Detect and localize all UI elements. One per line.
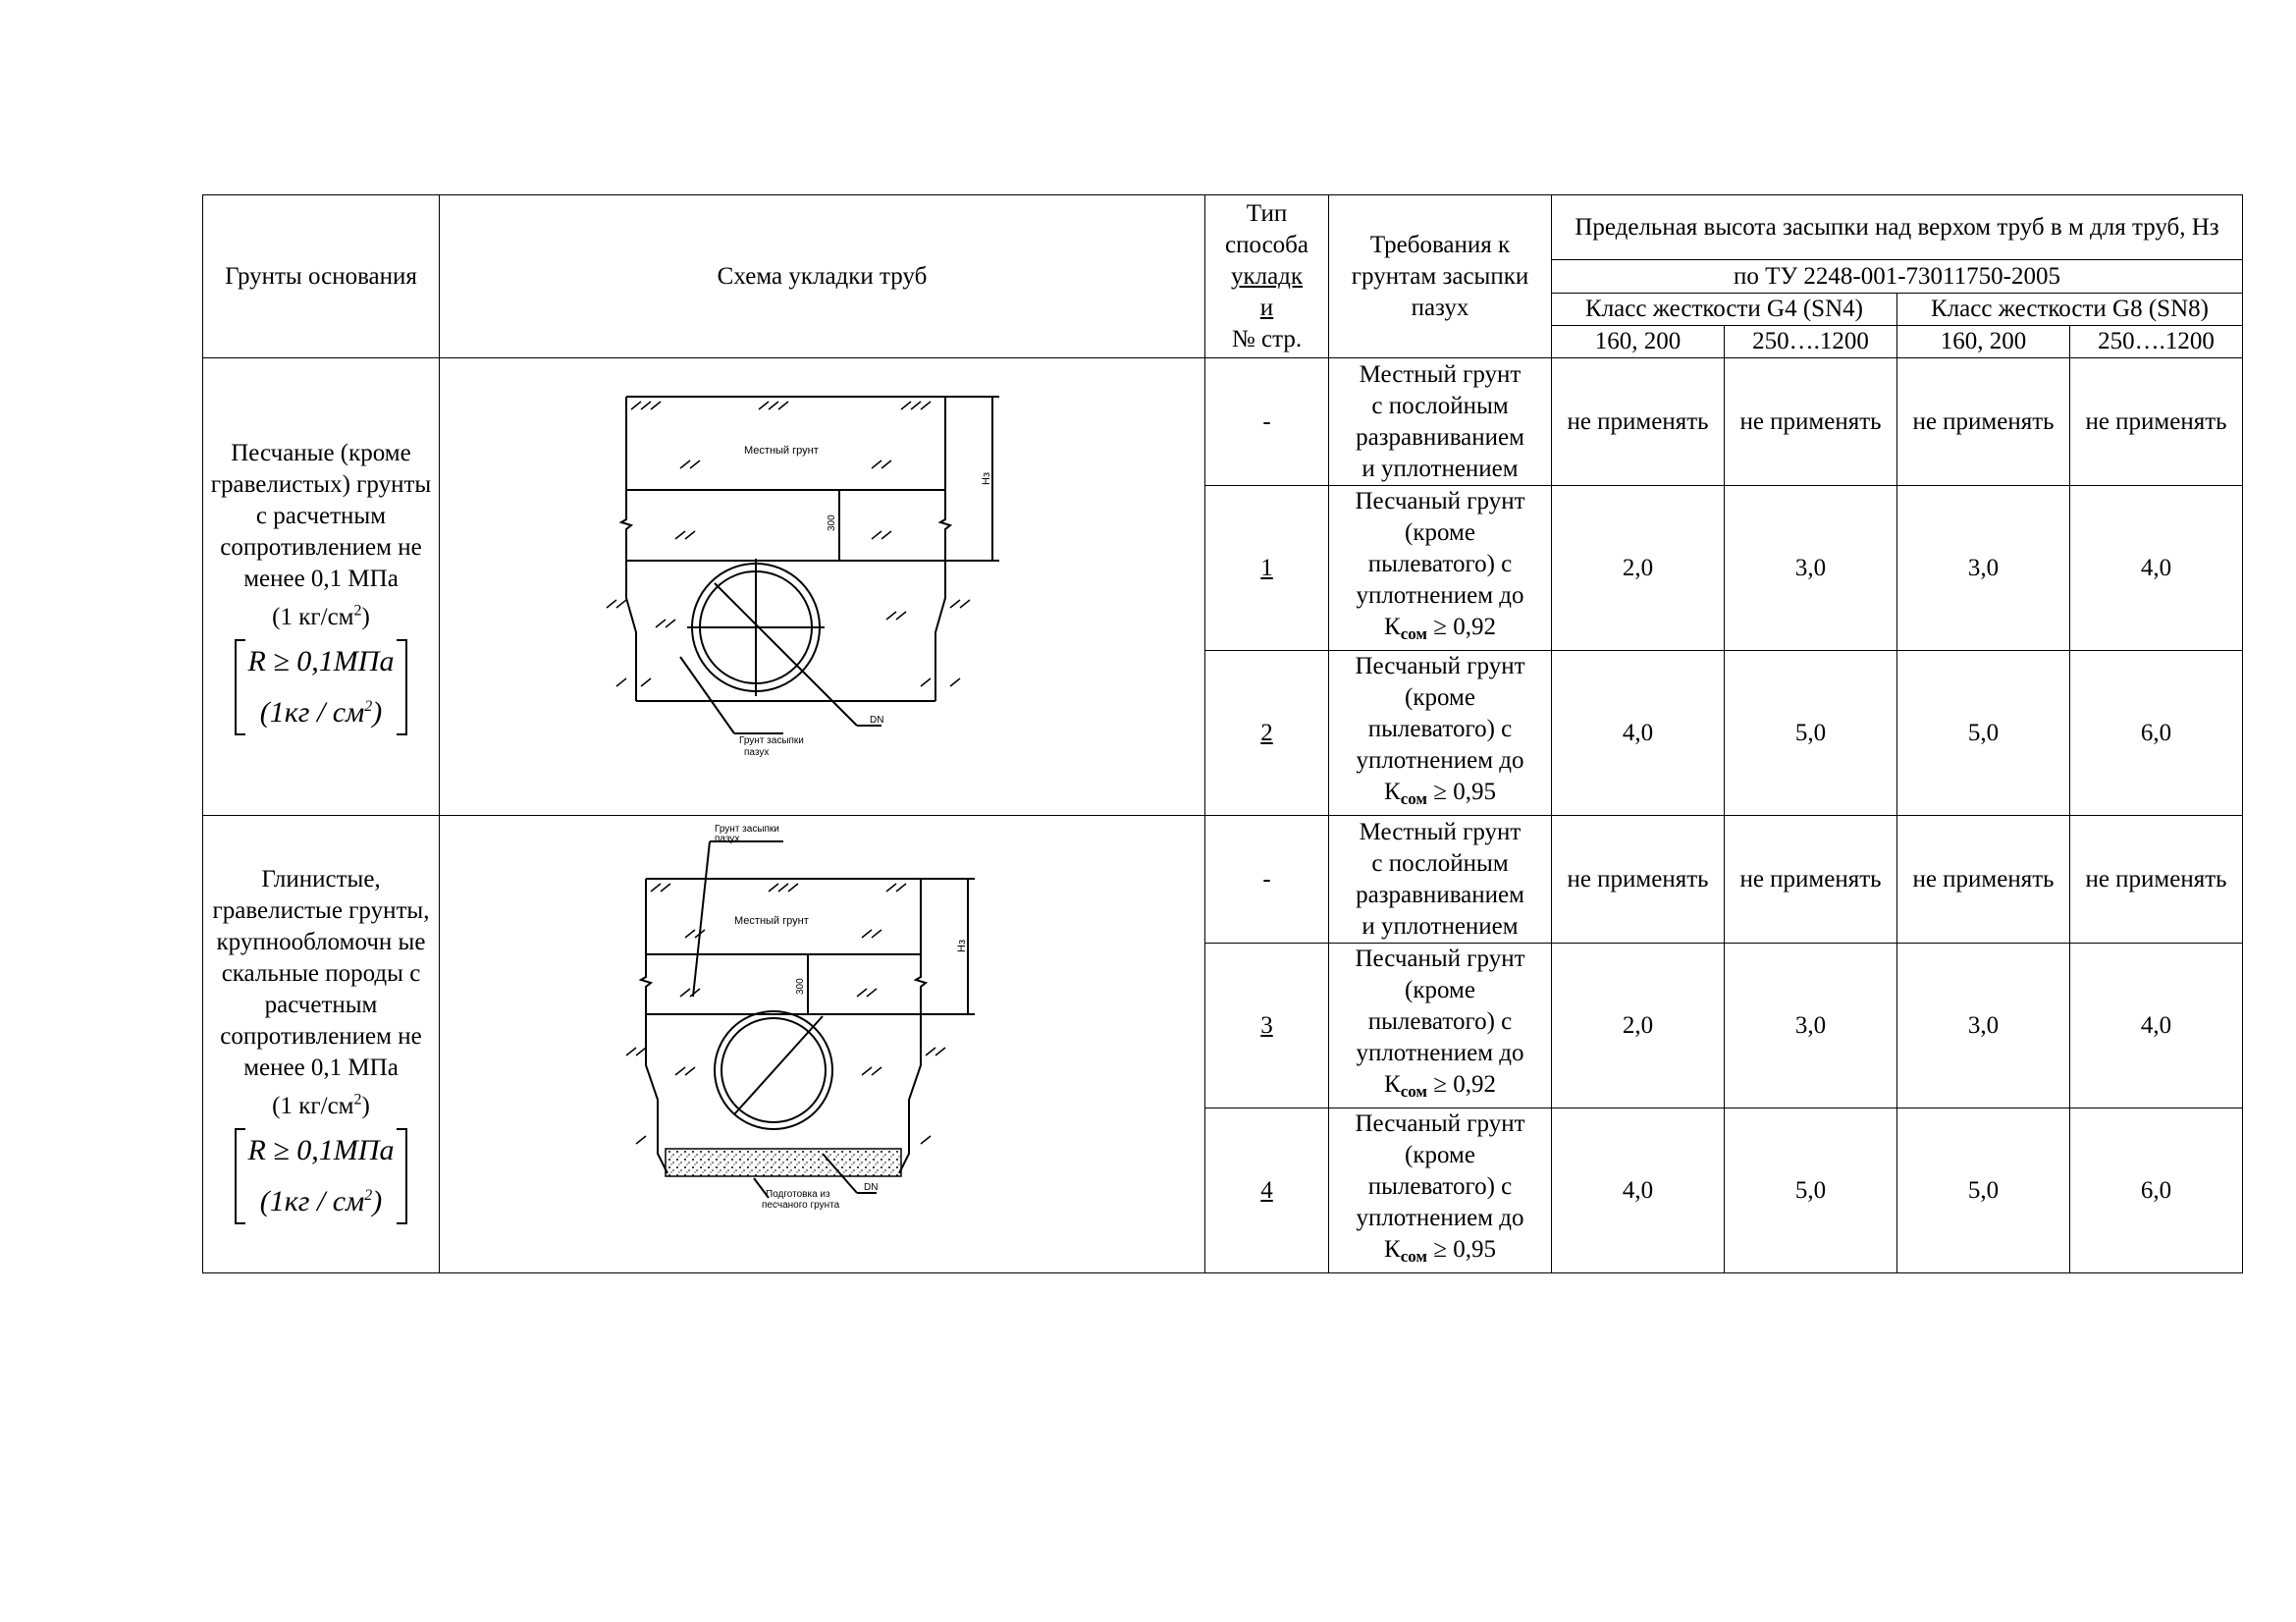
header-diameter-text: 250….1200 — [2098, 328, 2215, 354]
value: не применять — [1912, 407, 2055, 435]
bedding-label: Подготовка из — [766, 1188, 830, 1200]
k-value: ≥ 0,95 — [1433, 1236, 1496, 1263]
value-cell — [1725, 486, 1897, 651]
soil-cell — [203, 816, 440, 1273]
type-link[interactable]: 4 — [1260, 1176, 1273, 1204]
header-max-height — [1552, 195, 2243, 260]
requirement-cell — [1329, 486, 1552, 651]
requirement-coef — [1329, 612, 1551, 650]
requirement-line: пылеватого) с — [1367, 716, 1513, 742]
header-class-g8 — [1897, 294, 2243, 326]
requirement-line: Местный грунт — [1359, 818, 1522, 845]
requirement-line: пылеватого) с — [1367, 551, 1513, 577]
header-class-g4 — [1552, 294, 1897, 326]
formula-line — [248, 1173, 395, 1224]
header-diameter — [1897, 326, 2070, 358]
dn-label: DN — [870, 714, 884, 726]
k-value: ≥ 0,95 — [1433, 779, 1496, 805]
formula — [235, 639, 408, 735]
superscript: 2 — [353, 602, 362, 620]
requirement-line: и уплотнением — [1362, 455, 1519, 482]
value-cell — [1897, 944, 2070, 1108]
dim-300-label: 300 — [795, 977, 806, 995]
value: не применять — [1567, 407, 1709, 435]
dn-label: DN — [864, 1181, 879, 1193]
k-subscript: сом — [1400, 1082, 1427, 1101]
header-diameter — [1552, 326, 1725, 358]
table-row — [203, 816, 2243, 944]
type-cell — [1205, 651, 1329, 816]
requirement-cell — [1329, 358, 1552, 486]
value: 2,0 — [1622, 554, 1654, 581]
k-letter: К — [1384, 1236, 1401, 1263]
formula-line: R ≥ 0,1МПа — [247, 644, 395, 677]
header-max-height-text: Предельная высота засыпки над верхом труб в м для труб, Нз — [1575, 213, 2219, 241]
header-type-line: укладк — [1230, 262, 1304, 290]
value: 4,0 — [2140, 1011, 2172, 1039]
value-cell — [1897, 358, 2070, 486]
header-diameter — [2070, 326, 2243, 358]
requirement-line: уплотнением до — [1356, 1205, 1524, 1231]
requirement-line: уплотнением до — [1356, 1040, 1524, 1066]
value: не применять — [1912, 865, 2055, 892]
header-class-g8-text: Класс жесткости G8 (SN8) — [1931, 296, 2209, 322]
value: не применять — [1739, 865, 1882, 892]
formula-line-text: (1кг / см — [259, 1184, 365, 1217]
k-letter: К — [1384, 614, 1401, 640]
soil-description: Песчаные (кроме гравелистых) грунты с расчетным сопротивлением не менее 0,1 МПа — [210, 440, 432, 593]
header-soil-text: Грунты основания — [225, 262, 417, 290]
soil-unit — [272, 1093, 370, 1119]
soil-cell — [203, 358, 440, 816]
value-cell — [1552, 358, 1725, 486]
header-diameter-text: 160, 200 — [1594, 328, 1682, 354]
soil-unit-text: (1 кг/см — [272, 603, 354, 630]
formula-close: ) — [372, 1184, 383, 1217]
formula-line-text: (1кг / см — [259, 695, 365, 729]
header-scheme — [440, 195, 1205, 358]
fill-label: пазух — [715, 833, 740, 844]
formula-line: R ≥ 0,1МПа — [247, 1133, 395, 1166]
type-cell — [1205, 486, 1329, 651]
hz-label: Нз — [981, 471, 992, 485]
header-type-line: и — [1259, 294, 1274, 321]
requirement-line: Песчаный грунт — [1355, 653, 1525, 679]
header-type — [1205, 195, 1329, 358]
type-cell — [1205, 944, 1329, 1108]
header-tu — [1552, 260, 2243, 294]
k-value: ≥ 0,92 — [1433, 614, 1496, 640]
value-cell — [1552, 816, 1725, 944]
scheme-cell — [440, 358, 1205, 816]
header-class-g4-text: Класс жесткости G4 (SN4) — [1585, 296, 1863, 322]
header-diameter — [1725, 326, 1897, 358]
requirement-coef — [1329, 777, 1551, 815]
value-cell — [1897, 816, 2070, 944]
requirement-line: разравниванием — [1356, 881, 1524, 908]
value: 5,0 — [1967, 1176, 2000, 1204]
requirement-line: (кроме — [1405, 684, 1475, 711]
requirement-coef — [1329, 1069, 1551, 1108]
type-value: - — [1262, 407, 1271, 435]
header-requirements — [1329, 195, 1552, 358]
local-soil-label: Местный грунт — [744, 444, 819, 457]
requirement-line: пылеватого) с — [1367, 1008, 1513, 1035]
local-soil-label: Местный грунт — [734, 914, 809, 927]
k-letter: К — [1384, 1071, 1401, 1098]
header-type-line: № стр. — [1231, 325, 1303, 352]
table-row — [203, 358, 2243, 486]
value-cell — [1725, 944, 1897, 1108]
value: не применять — [2085, 865, 2227, 892]
soil-unit-close: ) — [361, 1092, 370, 1119]
requirement-line: с послойным — [1371, 392, 1509, 419]
value: 3,0 — [1967, 554, 2000, 581]
value: 2,0 — [1622, 1011, 1654, 1039]
k-letter: К — [1384, 779, 1401, 805]
hz-label: Нз — [956, 939, 968, 952]
value-cell — [1552, 651, 1725, 816]
trench-diagram-sand — [440, 362, 1205, 812]
soil-description: Глинистые, гравелистые грунты, крупнообломочн ые скальные породы с расчетным сопротивлением не менее 0,1 МПа — [212, 866, 430, 1082]
formula-close: ) — [372, 695, 383, 729]
value-cell — [1725, 816, 1897, 944]
type-link[interactable]: 1 — [1260, 554, 1273, 581]
soil-unit-close: ) — [361, 603, 370, 630]
value: не применять — [2085, 407, 2227, 435]
header-type-line: способа — [1224, 231, 1308, 258]
requirement-line: уплотнением до — [1356, 582, 1524, 609]
requirement-line: уплотнением до — [1356, 747, 1524, 774]
header-scheme-text: Схема укладки труб — [717, 262, 928, 290]
formula — [235, 1128, 408, 1224]
value-cell — [2070, 944, 2243, 1108]
value-cell — [1897, 1108, 2070, 1273]
bedding-label: песчаного грунта — [762, 1199, 840, 1211]
header-type-line: Тип — [1246, 199, 1288, 227]
scheme-cell — [440, 816, 1205, 1273]
formula-line — [248, 684, 395, 735]
value-cell — [1897, 651, 2070, 816]
requirement-line: (кроме — [1405, 977, 1475, 1003]
superscript: 2 — [364, 1186, 373, 1204]
value: 6,0 — [2140, 719, 2172, 746]
requirement-line: пылеватого) с — [1367, 1173, 1513, 1200]
value: 5,0 — [1794, 719, 1827, 746]
header-soil — [203, 195, 440, 358]
header-diameter-text: 250….1200 — [1752, 328, 1869, 354]
value-cell — [1725, 651, 1897, 816]
value: 4,0 — [2140, 554, 2172, 581]
superscript: 2 — [353, 1091, 362, 1108]
value: 5,0 — [1967, 719, 2000, 746]
value-cell — [2070, 1108, 2243, 1273]
requirement-line: (кроме — [1405, 519, 1475, 546]
requirement-cell — [1329, 816, 1552, 944]
type-link[interactable]: 2 — [1260, 719, 1273, 746]
value: 5,0 — [1794, 1176, 1827, 1204]
value-cell — [2070, 651, 2243, 816]
value-cell — [2070, 486, 2243, 651]
header-tu-text: по ТУ 2248-001-73011750-2005 — [1734, 262, 2060, 290]
value-cell — [1552, 1108, 1725, 1273]
value-cell — [1552, 486, 1725, 651]
requirement-line: (кроме — [1405, 1142, 1475, 1168]
requirement-line: разравниванием — [1356, 423, 1524, 451]
value: 4,0 — [1622, 1176, 1654, 1204]
type-link[interactable]: 3 — [1260, 1011, 1273, 1039]
k-value: ≥ 0,92 — [1433, 1071, 1496, 1098]
requirement-line: Песчаный грунт — [1355, 946, 1525, 972]
value: не применять — [1739, 407, 1882, 435]
requirement-line: Песчаный грунт — [1355, 488, 1525, 514]
type-value: - — [1262, 865, 1271, 892]
superscript: 2 — [364, 697, 373, 715]
k-subscript: сом — [1400, 789, 1427, 808]
header-diameter-text: 160, 200 — [1940, 328, 2027, 354]
value-cell — [1725, 358, 1897, 486]
value-cell — [2070, 816, 2243, 944]
header-requirements-text: Требования к грунтам засыпки пазух — [1351, 231, 1529, 321]
requirement-cell — [1329, 651, 1552, 816]
value-cell — [1725, 1108, 1897, 1273]
requirement-line: и уплотнением — [1362, 912, 1519, 940]
type-cell — [1205, 1108, 1329, 1273]
value: не применять — [1567, 865, 1709, 892]
value-cell — [2070, 358, 2243, 486]
requirement-coef — [1329, 1234, 1551, 1272]
k-subscript: сом — [1400, 624, 1427, 643]
value: 6,0 — [2140, 1176, 2172, 1204]
value: 4,0 — [1622, 719, 1654, 746]
soil-unit-text: (1 кг/см — [272, 1092, 354, 1119]
trench-diagram-clay — [440, 820, 1205, 1270]
value-cell — [1897, 486, 2070, 651]
value: 3,0 — [1967, 1011, 2000, 1039]
dim-300-label: 300 — [827, 514, 837, 531]
soil-unit — [272, 604, 370, 630]
k-subscript: сом — [1400, 1247, 1427, 1266]
requirement-line: Местный грунт — [1359, 360, 1522, 388]
value: 3,0 — [1794, 554, 1827, 581]
type-cell — [1205, 358, 1329, 486]
requirement-line: Песчаный грунт — [1355, 1110, 1525, 1137]
pipe-laying-table — [202, 194, 2243, 1273]
fill-label: Грунт засыпки — [715, 823, 779, 835]
fill-label: Грунт засыпки — [739, 734, 804, 746]
requirement-line: с послойным — [1371, 849, 1509, 877]
value-cell — [1552, 944, 1725, 1108]
requirement-cell — [1329, 944, 1552, 1108]
requirement-cell — [1329, 1108, 1552, 1273]
type-cell — [1205, 816, 1329, 944]
value: 3,0 — [1794, 1011, 1827, 1039]
fill-label: пазух — [744, 746, 770, 758]
